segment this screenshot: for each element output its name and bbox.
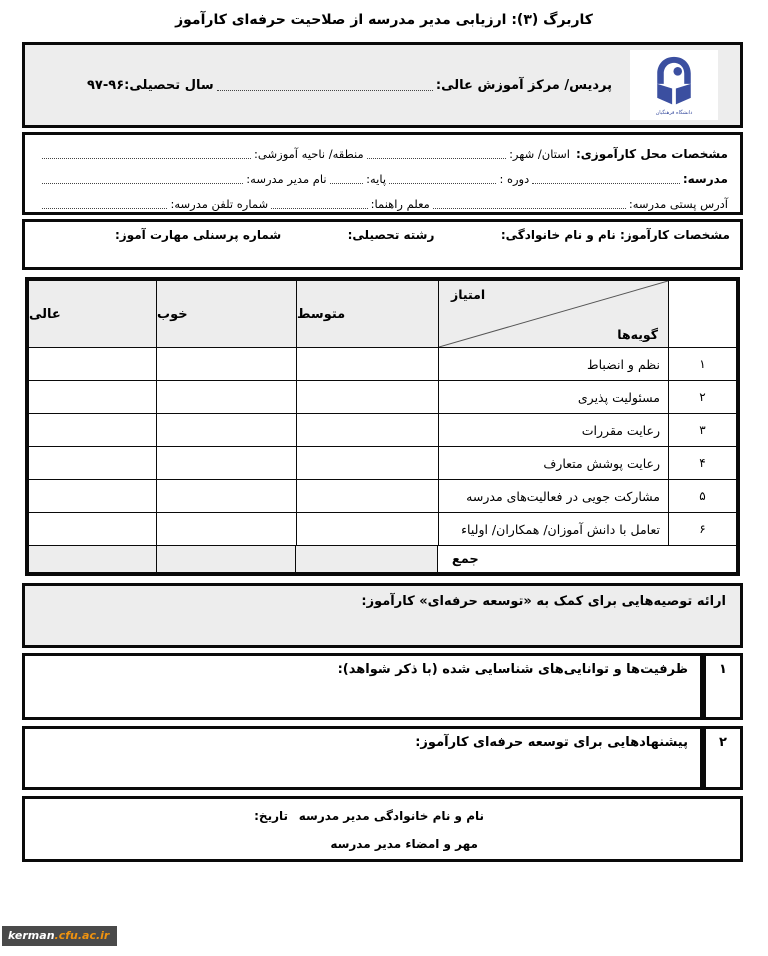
- signature-box: [22, 796, 743, 862]
- score-cell-average: [296, 414, 438, 446]
- workplace-line-3: [39, 191, 728, 216]
- score-cell-good: [156, 381, 296, 413]
- trainee-box: [22, 219, 743, 270]
- score-cell-excellent: [29, 414, 156, 446]
- score-cell-average: [296, 447, 438, 479]
- province-city-label: استان/ شهر:: [509, 146, 570, 161]
- criterion-label: رعایت مقررات: [438, 414, 668, 446]
- table-row-3: [29, 413, 736, 446]
- personnel-number-label: شماره پرسنلی مهارت آموز:: [115, 228, 282, 242]
- criterion-label: رعایت پوشش متعارف: [438, 447, 668, 479]
- table-row-5: [29, 479, 736, 512]
- table-row-2: [29, 380, 736, 413]
- grade-label: پایه:: [366, 171, 387, 186]
- row-number: ۱: [668, 348, 736, 380]
- number-col-header: [668, 281, 736, 347]
- principal-name-label: نام مدیر مدرسه:: [246, 171, 327, 186]
- major-label: رشته تحصیلی:: [347, 228, 435, 242]
- diagonal-header-cell: [438, 281, 668, 347]
- score-cell-excellent: [29, 447, 156, 479]
- col-header-good: خوب: [156, 281, 296, 347]
- trainee-heading: مشخصات کارآموز: نام و نام خانوادگی:: [500, 228, 730, 242]
- workplace-line-1: [39, 141, 728, 166]
- workplace-box: [22, 132, 743, 215]
- table-sum-row: [29, 545, 736, 572]
- school-label: مدرسه:: [682, 171, 728, 186]
- dotted-blank-principal: [42, 179, 243, 184]
- score-cell-average: [296, 513, 438, 545]
- item-number: ۱: [703, 653, 743, 720]
- suggestions-label: پیشنهادهایی برای توسعه حرفه‌ای کارآموز:: [22, 726, 703, 790]
- recommendation-item-2: [22, 726, 743, 790]
- dotted-blank-district: [42, 154, 251, 159]
- score-cell-good: [156, 414, 296, 446]
- dotted-blank-address: [433, 204, 626, 209]
- sum-label: جمع: [437, 546, 736, 572]
- item-number: ۲: [703, 726, 743, 790]
- campus-label: پردیس/ مرکز آموزش عالی:: [435, 77, 612, 93]
- watermark-kerman: kerman: [8, 929, 55, 942]
- dotted-blank-grade: [330, 179, 364, 184]
- score-cell-excellent: [29, 480, 156, 512]
- row-number: ۵: [668, 480, 736, 512]
- sum-cell-excellent: [29, 546, 156, 572]
- site-watermark: [2, 926, 117, 946]
- sum-cell-good: [156, 546, 296, 572]
- score-cell-good: [156, 480, 296, 512]
- row-number: ۳: [668, 414, 736, 446]
- dotted-blank-mentor: [271, 204, 368, 209]
- col-header-excellent: عالی: [29, 281, 156, 347]
- score-cell-average: [296, 381, 438, 413]
- score-cell-excellent: [29, 348, 156, 380]
- recommendation-item-1: [22, 653, 743, 720]
- score-cell-good: [156, 348, 296, 380]
- row-number: ۲: [668, 381, 736, 413]
- workplace-line-2: [39, 166, 728, 191]
- score-cell-excellent: [29, 513, 156, 545]
- page-title: کاربرگ (۳): ارزیابی مدیر مدرسه از صلاحیت حرفه‌ای کارآموز: [175, 12, 593, 28]
- score-cell-good: [156, 447, 296, 479]
- score-cell-excellent: [29, 381, 156, 413]
- recommendations-heading: ارائه توصیه‌هایی برای کمک به «توسعه حرفه‌ای» کارآموز:: [361, 594, 726, 609]
- criterion-label: مسئولیت پذیری: [438, 381, 668, 413]
- score-axis-label: امتیاز: [451, 287, 486, 302]
- campus-line: [87, 45, 612, 125]
- row-number: ۶: [668, 513, 736, 545]
- academic-year-label: سال تحصیلی:۹۶-۹۷: [87, 77, 214, 93]
- header-box: [22, 42, 743, 128]
- dotted-blank-phone: [42, 204, 167, 209]
- items-axis-label: گویه‌ها: [617, 327, 658, 342]
- workplace-heading: مشخصات محل کارآموزی:: [576, 146, 728, 161]
- score-cell-good: [156, 513, 296, 545]
- score-cell-average: [296, 480, 438, 512]
- university-logo: [630, 50, 718, 120]
- district-label: منطقه/ ناحیه آموزشی:: [254, 146, 364, 161]
- criterion-label: تعامل با دانش آموزان/ همکاران/ اولیاء: [438, 513, 668, 545]
- period-label: دوره :: [499, 171, 530, 186]
- criterion-label: مشارکت جویی در فعالیت‌های مدرسه: [438, 480, 668, 512]
- date-label: تاریخ:: [254, 809, 288, 823]
- university-emblem-icon: [649, 55, 699, 109]
- mentor-teacher-label: معلم راهنما:: [370, 196, 430, 211]
- logo-caption: دانشگاه فرهنگیان: [655, 109, 693, 116]
- school-phone-label: شماره تلفن مدرسه:: [170, 196, 269, 211]
- sum-cell-average: [295, 546, 437, 572]
- recommendations-heading-box: [22, 583, 743, 648]
- dotted-blank-period: [389, 179, 496, 184]
- table-row-4: [29, 446, 736, 479]
- postal-address-label: آدرس پستی مدرسه:: [628, 196, 728, 211]
- row-number: ۴: [668, 447, 736, 479]
- dotted-blank-school: [532, 179, 680, 184]
- dotted-blank-campus: [217, 86, 433, 91]
- col-header-average: متوسط: [296, 281, 438, 347]
- principal-fullname-label: نام و نام خانوادگی مدیر مدرسه: [298, 809, 484, 823]
- criterion-label: نظم و انضباط: [438, 348, 668, 380]
- capacities-label: ظرفیت‌ها و توانایی‌های شناسایی شده (با ذکر شواهد):: [22, 653, 703, 720]
- table-row-1: [29, 347, 736, 380]
- watermark-domain: .cfu.ac.ir: [54, 929, 110, 942]
- score-cell-average: [296, 348, 438, 380]
- dotted-blank-province: [367, 154, 506, 159]
- score-table: [25, 277, 740, 576]
- table-row-6: [29, 512, 736, 545]
- table-header-row: [29, 281, 736, 347]
- stamp-signature-label: مهر و امضاء مدیر مدرسه: [330, 837, 478, 851]
